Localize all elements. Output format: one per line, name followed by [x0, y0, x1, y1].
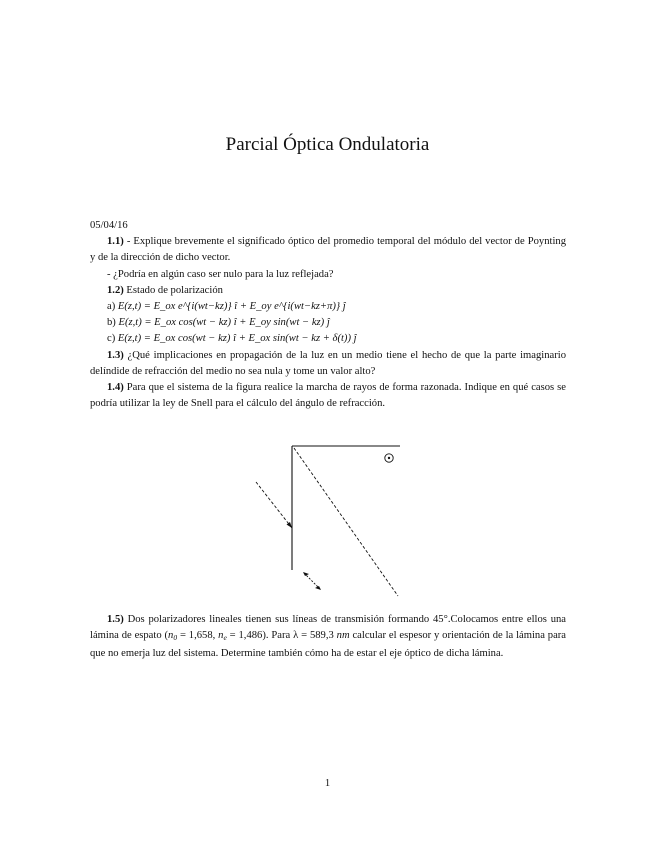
lambda-value: λ = 589,3 — [293, 630, 337, 642]
question-text-b: calcular el espesor y orientación de la lámina para que no emerja luz del sistema. Determine también cómo ha de estar el eje óptico de dicha lámina. — [90, 630, 567, 660]
polarization-double-arrow-icon — [303, 572, 321, 590]
question-1-1-sub: - ¿Podría en algún caso ser nulo para la luz reflejada? — [107, 268, 334, 280]
polarization-dot-icon — [385, 454, 393, 462]
equation-letter: a) — [107, 301, 116, 313]
incident-ray-arrowhead — [287, 522, 293, 528]
equation-expression: E(z,t) = E_ox cos(wt − kz) î + E_oy sin(wt − kz) ĵ — [118, 317, 330, 329]
diagonal-ray — [294, 448, 398, 596]
question-1-5 — [90, 612, 566, 663]
question-label: 1.5) — [107, 614, 124, 625]
page-number: 1 — [324, 778, 331, 789]
question-1-3 — [90, 348, 566, 380]
question-label: 1.2) — [107, 284, 124, 296]
symbol-n0: n — [168, 630, 174, 642]
symbol-ne-subscript: e — [223, 633, 227, 643]
question-text: Estado de polarización — [123, 284, 223, 296]
symbol-ne: n — [218, 630, 224, 642]
question-text: ¿Qué implicaciones en propagación de la luz en un medio tiene el hecho de que la parte imaginario delíndide de refracción del medio no sea nula y tome un valor alto? — [90, 349, 566, 377]
question-text: Para que el sistema de la figura realice la marcha de rayos de forma razonada. Indique en qué casos se podría utilizar la ley de Snell para el cálculo del ángulo de refracción. — [90, 382, 566, 410]
exam-date: 05/04/16 — [90, 220, 128, 231]
exam-body — [90, 218, 566, 412]
value-n0: = 1,658, — [177, 630, 219, 642]
question-label: 1.1) — [107, 236, 124, 248]
question-1-4 — [90, 380, 566, 412]
question-1-2 — [90, 283, 566, 299]
question-label: 1.4) — [107, 382, 124, 394]
question-label: 1.3) — [107, 349, 124, 361]
question-text: - Explique brevemente el significado óptico del promedio temporal del módulo del vector de Poynting y de la dirección de dicho vector. — [90, 236, 566, 264]
question-text-a: Dos polarizadores lineales tienen sus líneas de transmisión formando 45°.Colocamos entre ellos una lámina de espato ( — [90, 614, 566, 642]
equation-a — [90, 299, 566, 315]
value-ne: = 1,486). Para — [226, 630, 294, 642]
incident-ray — [256, 482, 292, 528]
ray-diagram — [250, 440, 410, 605]
equation-b — [90, 315, 566, 331]
symbol-n0-subscript: 0 — [173, 633, 178, 643]
equation-expression: E(z,t) = E_ox cos(wt − kz) î + E_ox sin(wt − kz + δ(t)) ĵ — [117, 333, 357, 345]
lambda-unit: nm — [336, 630, 350, 642]
equation-expression: E(z,t) = E_ox e^{i(wt−kz)} î + E_oy e^{i(wt−kz+π)} ĵ — [117, 301, 346, 313]
equation-c — [90, 331, 566, 347]
equation-letter: c) — [107, 333, 116, 345]
equation-letter: b) — [107, 317, 116, 329]
question-1-1 — [90, 234, 566, 266]
question-1-5-block — [90, 612, 566, 663]
page-title: Parcial Óptica Ondulatoria — [225, 134, 430, 155]
